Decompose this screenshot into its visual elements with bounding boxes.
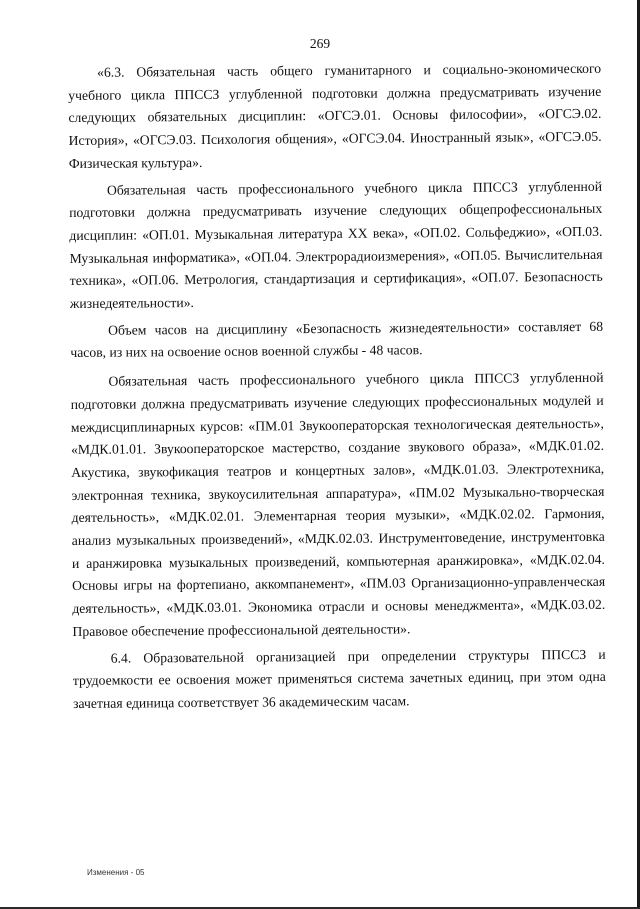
document-body: [68, 58, 606, 720]
paragraph-6-4-credit-units: 6.4. Образовательной организацией при определении структуры ППССЗ и трудоемкости ее освоения может применяться система зачетных единиц, при этом одна зачетная единица соответствует 36 академическим часам.: [72, 646, 606, 711]
footer-revision-note: Изменения - 05: [87, 868, 145, 877]
paragraph-professional-modules: Обязательная часть профессионального учебного цикла ППССЗ углубленной подготовки должна предусматривать изучение следующих профессиональных модулей и междисциплинарных курсов: «ПМ.01 Звукооператорская технологическая деятельность», «МДК.01.01. Звукооператорское мастерство, создание звукового образа», «МДК.01.02. Акустика, звукофикация театров и концертных залов», «МДК.01.03. Электротехника, электронная техника, звукоусилительная аппаратура», «ПМ.02 Музыкально-творческая деятельность», «МДК.02.01. Элементарная теория музыки», «МДК.02.02. Гармония, анализ музыкальных произведений», «МДК.02.03. Инструментоведение, инструментовка и аранжировка музыкальных произведений, компьютерная аранжировка», «МДК.02.04. Основы игры на фортепиано, аккомпанемент», «ПМ.03 Организационно-управленческая деятельность», «МДК.03.01. Экономика отрасли и основы менеджмента», «МДК.03.02. Правовое обеспечение профессиональной деятельности».: [70, 369, 606, 639]
paragraph-general-professional-disciplines: Обязательная часть профессионального учебного цикла ППССЗ углубленной подготовки должна предусматривать изучение следующих общепрофессиональных дисциплин: «ОП.01. Музыкальная литература XX века», «ОП.02. Сольфеджио», «ОП.03. Музыкальная информатика», «ОП.04. Электрорадиоизмерения», «ОП.05. Вычислительная техника», «ОП.06. Метрология, стандартизация и сертификация», «ОП.07. Безопасность жизнедеятельности».: [69, 178, 603, 312]
paragraph-life-safety-hours: Объем часов на дисциплину «Безопасность жизнедеятельности» составляет 68 часов, из них на освоение основ военной службы - 48 часов.: [70, 318, 604, 361]
paragraph-6-3-humanitarian-cycle: «6.3. Обязательная часть общего гуманитарного и социально-экономического учебного цикла ППССЗ углубленной подготовки должна предусматривать изучение следующих обязательных дисциплин: «ОГСЭ.01. Основы философии», «ОГСЭ.02. История», «ОГСЭ.03. Психология общения», «ОГСЭ.04. Иностранный язык», «ОГСЭ.05. Физическая культура».: [68, 60, 602, 171]
page-number: 269: [309, 36, 331, 51]
